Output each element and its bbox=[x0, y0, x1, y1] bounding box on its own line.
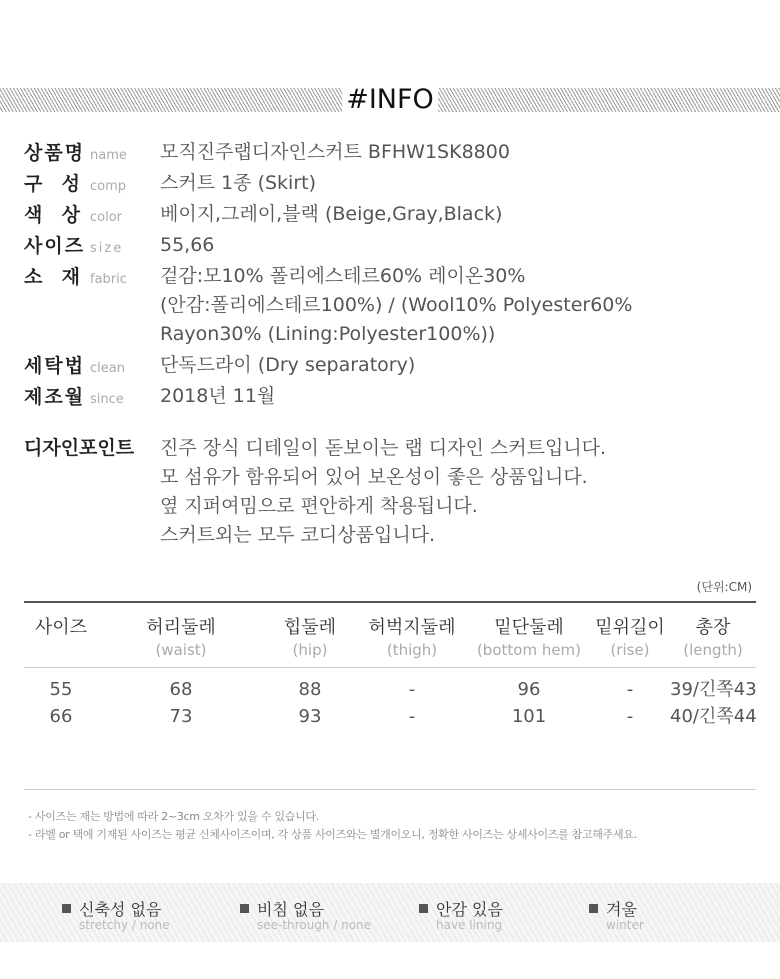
spec-row-color bbox=[24, 200, 764, 229]
table-cell: - bbox=[408, 706, 416, 727]
spec-row-fabric bbox=[24, 262, 764, 349]
feature-sublabel: have lining bbox=[436, 918, 503, 932]
square-bullet-icon bbox=[240, 904, 249, 913]
spec-label-ko: 색 상 bbox=[24, 204, 82, 226]
spec-value: 단독드라이 (Dry separatory) bbox=[160, 354, 416, 376]
table-body bbox=[24, 668, 756, 730]
table-header-row bbox=[24, 603, 756, 667]
spec-label bbox=[24, 138, 160, 167]
spec-value: 55,66 bbox=[160, 234, 215, 256]
spec-value: 겉감:모10% 폴리에스테르60% 레이온30% (안감:폴리에스테르100%) / (Wool10% Polyester60% Rayon30% (Lining:Polyester100%)) bbox=[160, 265, 633, 345]
spec-label-en: color bbox=[90, 210, 123, 225]
spec-row-comp bbox=[24, 169, 764, 198]
spec-label bbox=[24, 169, 160, 198]
table-cell: 40/긴쪽44 bbox=[670, 706, 757, 727]
spec-value: 2018년 11월 bbox=[160, 385, 276, 407]
square-bullet-icon bbox=[62, 904, 71, 913]
spec-label-en: since bbox=[90, 392, 124, 407]
info-title-text: #INFO bbox=[342, 84, 438, 115]
feature-label: 안감 있음 bbox=[436, 900, 503, 919]
spec-row-since bbox=[24, 382, 764, 411]
table-cell: - bbox=[626, 706, 634, 727]
header-ko: 총장 bbox=[695, 617, 731, 638]
size-notes bbox=[28, 808, 637, 844]
feature-seethrough bbox=[240, 897, 371, 932]
spec-row-size bbox=[24, 231, 764, 260]
header-en: (length) bbox=[683, 641, 743, 659]
info-title bbox=[336, 84, 444, 115]
spec-label-en: comp bbox=[90, 179, 127, 194]
header-ko: 허리둘레 bbox=[146, 617, 216, 638]
spec-label-en: clean bbox=[90, 361, 125, 376]
table-header-cell bbox=[590, 603, 670, 667]
table-cell: 39/긴쪽43 bbox=[670, 679, 757, 700]
spec-label-en: size bbox=[90, 241, 124, 256]
note-line: - 사이즈는 재는 방법에 따라 2~3cm 오차가 있을 수 있습니다. bbox=[28, 810, 319, 823]
table-cell: 68 bbox=[169, 679, 193, 700]
spec-label bbox=[24, 351, 160, 380]
header-ko: 사이즈 bbox=[34, 617, 88, 638]
header-en: (rise) bbox=[610, 641, 650, 659]
spec-label bbox=[24, 262, 160, 291]
spec-label-ko: 소 재 bbox=[24, 266, 82, 288]
spec-value: 모직진주랩디자인스커트 BFHW1SK8800 bbox=[160, 141, 510, 163]
feature-season bbox=[589, 897, 644, 932]
feature-lining bbox=[419, 897, 503, 932]
spec-label bbox=[24, 231, 160, 260]
table-cell: - bbox=[626, 679, 634, 700]
spec-row-name bbox=[24, 138, 764, 167]
table-header-cell bbox=[24, 603, 98, 667]
header-en: (hip) bbox=[292, 641, 328, 659]
feature-label: 겨울 bbox=[606, 900, 637, 919]
spec-label-ko: 구 성 bbox=[24, 173, 82, 195]
table-cell: 93 bbox=[298, 706, 322, 727]
spec-label-ko: 사이즈 bbox=[24, 235, 86, 257]
info-header-band bbox=[0, 84, 780, 115]
note-line: - 라벨 or 택에 기재된 사이즈는 평균 신체사이즈이며, 각 상품 사이즈와는 별개이오니, 정확한 사이즈는 상세사이즈를 참고해주세요. bbox=[28, 828, 637, 841]
feature-sublabel: winter bbox=[606, 918, 644, 932]
design-point bbox=[24, 434, 764, 550]
feature-main bbox=[419, 897, 503, 920]
table-cell: - bbox=[408, 679, 416, 700]
table-cell: 66 bbox=[49, 706, 73, 727]
table-cell: 101 bbox=[511, 706, 547, 727]
design-point-label: 디자인포인트 bbox=[24, 437, 135, 459]
header-ko: 밑위길이 bbox=[595, 617, 665, 638]
table-header-cell bbox=[670, 603, 756, 667]
header-en: (thigh) bbox=[386, 641, 438, 659]
table-cell: 55 bbox=[49, 679, 73, 700]
feature-label: 비침 없음 bbox=[257, 900, 324, 919]
size-table bbox=[24, 601, 756, 730]
feature-main bbox=[62, 897, 170, 920]
spec-label-en: name bbox=[90, 148, 127, 163]
table-cell: 96 bbox=[517, 679, 541, 700]
design-point-line: 스커트외는 모두 코디상품입니다. bbox=[160, 524, 436, 546]
spec-label bbox=[24, 200, 160, 229]
table-row bbox=[24, 703, 756, 730]
spec-label-ko: 제조월 bbox=[24, 386, 86, 408]
spec-value: 베이지,그레이,블랙 (Beige,Gray,Black) bbox=[160, 203, 503, 225]
spec-list bbox=[24, 138, 764, 413]
square-bullet-icon bbox=[589, 904, 598, 913]
feature-main bbox=[240, 897, 371, 920]
spec-label-ko: 상품명 bbox=[24, 142, 86, 164]
design-point-line: 옆 지퍼여밈으로 편안하게 착용됩니다. bbox=[160, 495, 478, 517]
feature-stretch bbox=[62, 897, 170, 932]
notes-divider bbox=[24, 789, 756, 790]
design-point-lines bbox=[160, 434, 606, 550]
table-cell: 73 bbox=[169, 706, 193, 727]
table-header-cell bbox=[264, 603, 356, 667]
feature-main bbox=[589, 897, 644, 920]
spec-label bbox=[24, 382, 160, 411]
design-point-line: 진주 장식 디테일이 돋보이는 랩 디자인 스커트입니다. bbox=[160, 437, 607, 459]
spec-row-clean bbox=[24, 351, 764, 380]
table-row bbox=[24, 676, 756, 703]
header-en: (bottom hem) bbox=[476, 641, 582, 659]
square-bullet-icon bbox=[419, 904, 428, 913]
table-header-cell bbox=[468, 603, 590, 667]
table-header-cell bbox=[356, 603, 468, 667]
table-header-cell bbox=[98, 603, 264, 667]
design-point-line: 모 섬유가 함유되어 있어 보온성이 좋은 상품입니다. bbox=[160, 466, 588, 488]
spec-label-ko: 세탁법 bbox=[24, 355, 86, 377]
header-ko: 밑단둘레 bbox=[494, 617, 564, 638]
header-ko: 허벅지둘레 bbox=[368, 617, 456, 638]
header-en: (waist) bbox=[155, 641, 207, 659]
feature-sublabel: see-through / none bbox=[257, 918, 372, 932]
feature-sublabel: stretchy / none bbox=[79, 918, 170, 932]
header-ko: 힙둘레 bbox=[283, 617, 337, 638]
table-cell: 88 bbox=[298, 679, 322, 700]
size-unit-label: (단위:CM) bbox=[696, 580, 752, 594]
spec-label-en: fabric bbox=[90, 272, 127, 287]
feature-band bbox=[0, 883, 780, 942]
feature-label: 신축성 없음 bbox=[79, 900, 162, 919]
spec-value: 스커트 1종 (Skirt) bbox=[160, 172, 317, 194]
